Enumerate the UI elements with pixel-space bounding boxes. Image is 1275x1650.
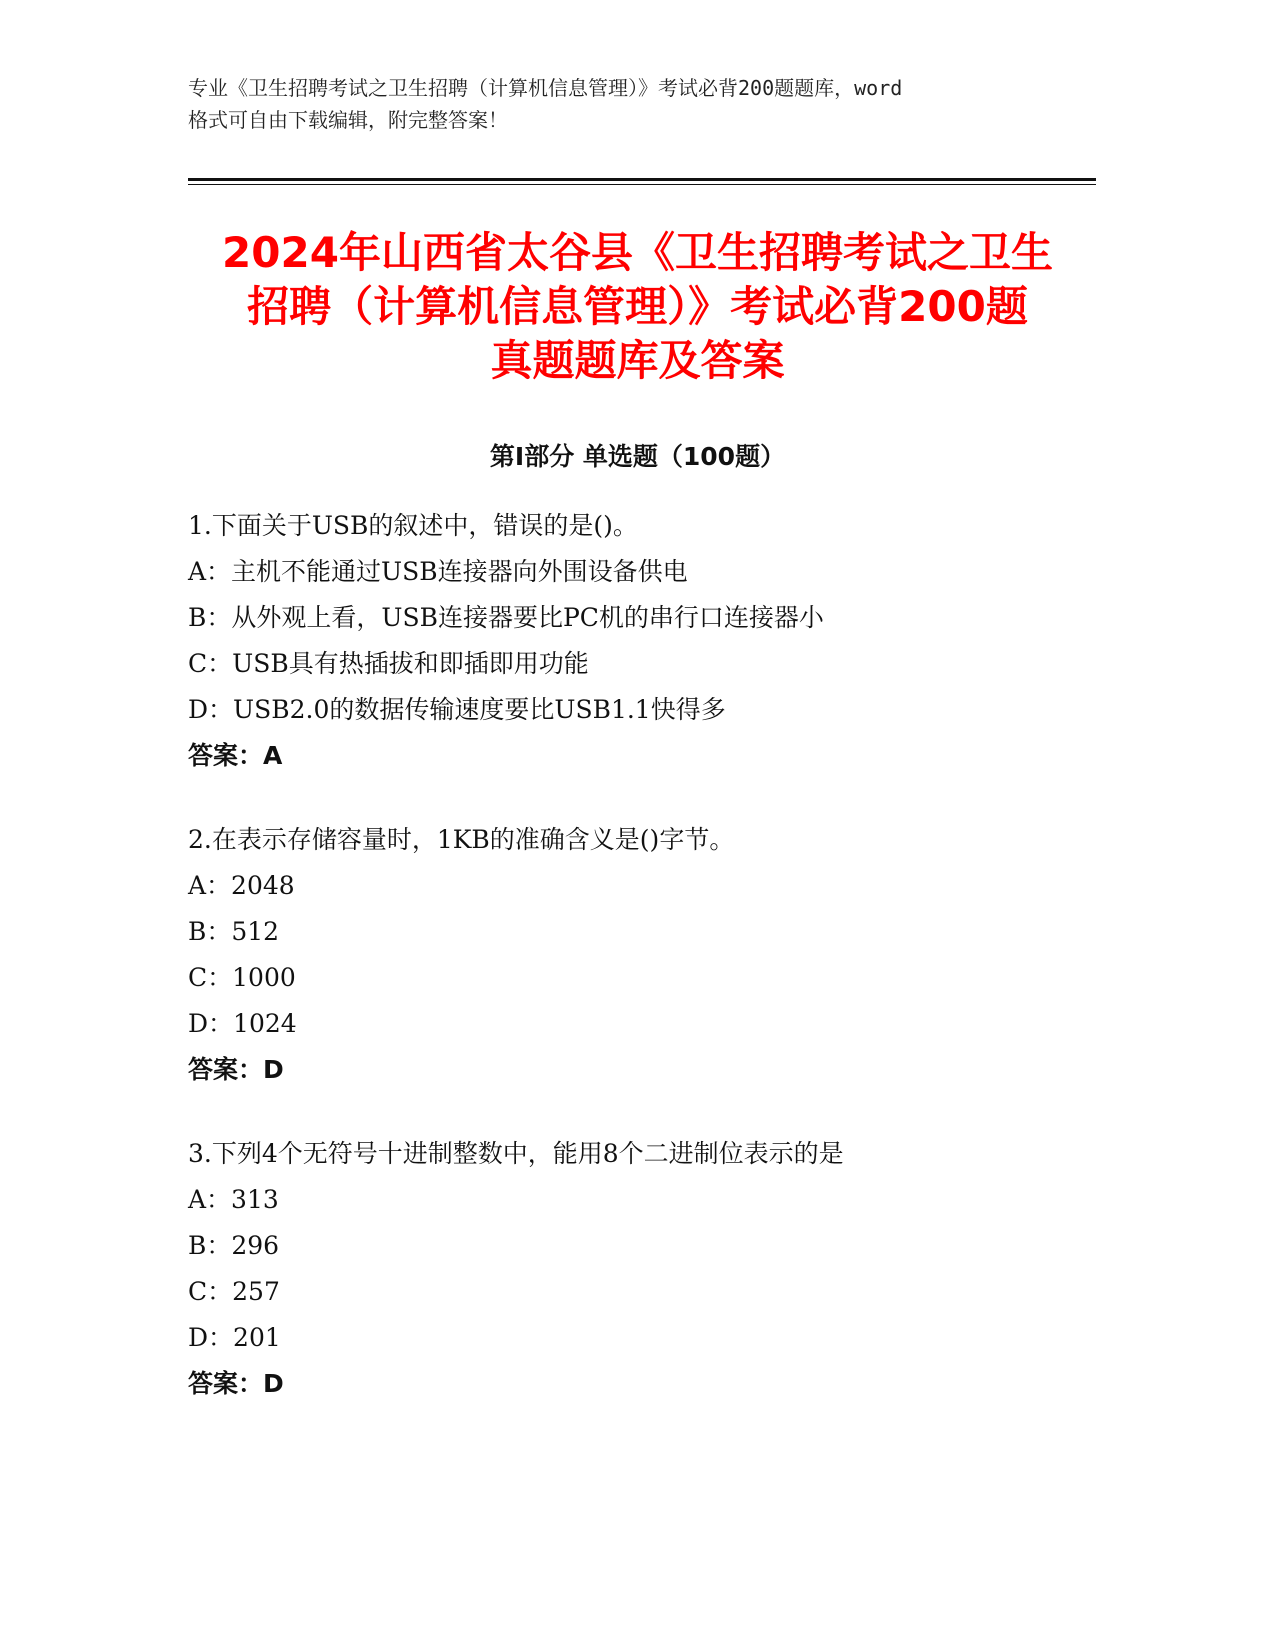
option-c: C：257	[188, 1277, 280, 1306]
option-d: D：201	[188, 1323, 281, 1352]
answer-value: D	[263, 1369, 284, 1398]
answer-line	[188, 1361, 1138, 1407]
question-3	[188, 1131, 1138, 1407]
option-a: A：2048	[188, 871, 295, 900]
header-divider-thick	[188, 178, 1096, 181]
question-2	[188, 817, 1138, 1093]
answer-value: A	[263, 741, 283, 770]
header-note-line-1: 专业《卫生招聘考试之卫生招聘（计算机信息管理）》考试必背200题题库，word	[188, 76, 903, 100]
option-b: B：512	[188, 917, 280, 946]
answer-label: 答案：	[188, 1369, 264, 1398]
document-title	[150, 226, 1125, 388]
answer-label: 答案：	[188, 741, 264, 770]
option-b: B：从外观上看，USB连接器要比PC机的串行口连接器小	[188, 603, 824, 632]
question-1	[188, 503, 1138, 779]
option-c: C：USB具有热插拔和即插即用功能	[188, 649, 589, 678]
header-note	[188, 72, 1088, 136]
header-divider-thin	[188, 184, 1096, 185]
option-a: A：313	[188, 1185, 279, 1214]
answer-line	[188, 733, 1138, 779]
section-heading: 第Ⅰ部分 单选题（100题）	[489, 442, 786, 471]
answer-label: 答案：	[188, 1055, 264, 1084]
header-note-line-2: 格式可自由下载编辑，附完整答案！	[188, 108, 508, 132]
question-stem: 1.下面关于USB的叙述中，错误的是()。	[188, 511, 638, 540]
option-b: B：296	[188, 1231, 280, 1260]
answer-line	[188, 1047, 1138, 1093]
question-stem: 2.在表示存储容量时，1KB的准确含义是()字节。	[188, 825, 735, 854]
title-line-1: 2024年山西省太谷县《卫生招聘考试之卫生	[222, 228, 1053, 277]
option-d: D：USB2.0的数据传输速度要比USB1.1快得多	[188, 695, 726, 724]
option-d: D：1024	[188, 1009, 297, 1038]
title-line-2: 招聘（计算机信息管理）》考试必背200题	[247, 282, 1028, 331]
option-c: C：1000	[188, 963, 296, 992]
option-a: A：主机不能通过USB连接器向外围设备供电	[188, 557, 688, 586]
question-stem: 3.下列4个无符号十进制整数中，能用8个二进制位表示的是	[188, 1139, 844, 1168]
answer-value: D	[263, 1055, 284, 1084]
title-line-3: 真题题库及答案	[490, 336, 785, 385]
